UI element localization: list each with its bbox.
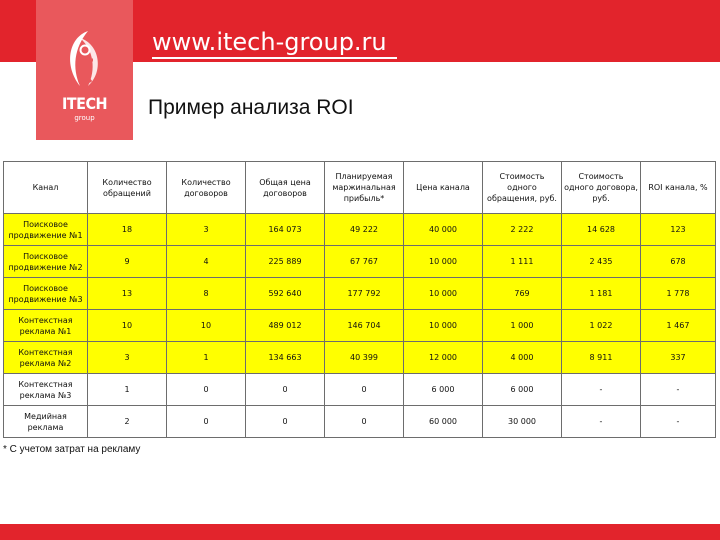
- table-row: [4, 406, 716, 438]
- cell-roi: 337: [641, 342, 716, 374]
- cell-cost-per-contract: 1 022: [562, 310, 641, 342]
- cell-channel: Поисковое продвижение №1: [4, 214, 88, 246]
- table-body: [4, 214, 716, 438]
- cell-requests: 1: [88, 374, 167, 406]
- cell-channel-price: 60 000: [404, 406, 483, 438]
- cell-channel-price: 10 000: [404, 310, 483, 342]
- footnote: * С учетом затрат на рекламу: [3, 444, 141, 455]
- cell-cost-per-contract: -: [562, 374, 641, 406]
- cell-contracts: 10: [167, 310, 246, 342]
- header-roi: ROI канала, %: [641, 162, 716, 214]
- cell-margin: 0: [325, 406, 404, 438]
- logo-subtext: group: [74, 114, 95, 122]
- cell-contracts: 1: [167, 342, 246, 374]
- cell-channel: Контекстная реклама №2: [4, 342, 88, 374]
- cell-total-price: 489 012: [246, 310, 325, 342]
- cell-contracts: 0: [167, 406, 246, 438]
- cell-contracts: 0: [167, 374, 246, 406]
- cell-contracts: 8: [167, 278, 246, 310]
- company-logo: [36, 0, 133, 140]
- cell-margin: 49 222: [325, 214, 404, 246]
- cell-total-price: 134 663: [246, 342, 325, 374]
- table-row: [4, 246, 716, 278]
- header-channel-price: Цена канала: [404, 162, 483, 214]
- header-channel: Канал: [4, 162, 88, 214]
- table-row: [4, 214, 716, 246]
- cell-margin: 40 399: [325, 342, 404, 374]
- table-row: [4, 278, 716, 310]
- cell-channel-price: 12 000: [404, 342, 483, 374]
- header-cost-per-request: Стоимость одного обращения, руб.: [483, 162, 562, 214]
- cell-requests: 13: [88, 278, 167, 310]
- cell-cost-per-contract: -: [562, 406, 641, 438]
- header-total-price: Общая цена договоров: [246, 162, 325, 214]
- table-row: [4, 374, 716, 406]
- cell-channel: Медийная реклама: [4, 406, 88, 438]
- table-row: [4, 310, 716, 342]
- cell-channel-price: 6 000: [404, 374, 483, 406]
- cell-cost-per-request: 4 000: [483, 342, 562, 374]
- footer-bar: [0, 524, 720, 540]
- cell-channel-price: 40 000: [404, 214, 483, 246]
- logo-text: ITECH: [61, 94, 108, 113]
- logo-figure-icon: [58, 28, 110, 90]
- header-contracts: Количество договоров: [167, 162, 246, 214]
- cell-requests: 3: [88, 342, 167, 374]
- cell-channel: Контекстная реклама №3: [4, 374, 88, 406]
- cell-cost-per-request: 769: [483, 278, 562, 310]
- cell-roi: 123: [641, 214, 716, 246]
- cell-total-price: 225 889: [246, 246, 325, 278]
- cell-cost-per-request: 1 000: [483, 310, 562, 342]
- cell-requests: 18: [88, 214, 167, 246]
- cell-cost-per-contract: 8 911: [562, 342, 641, 374]
- cell-margin: 67 767: [325, 246, 404, 278]
- page-title: Пример анализа ROI: [148, 96, 354, 119]
- cell-total-price: 0: [246, 374, 325, 406]
- cell-channel-price: 10 000: [404, 278, 483, 310]
- cell-total-price: 0: [246, 406, 325, 438]
- cell-margin: 0: [325, 374, 404, 406]
- cell-cost-per-contract: 1 181: [562, 278, 641, 310]
- cell-cost-per-request: 30 000: [483, 406, 562, 438]
- cell-channel: Поисковое продвижение №3: [4, 278, 88, 310]
- cell-roi: -: [641, 406, 716, 438]
- cell-requests: 9: [88, 246, 167, 278]
- header-requests: Количество обращений: [88, 162, 167, 214]
- header-margin: Планируемая маржинальная прибыль*: [325, 162, 404, 214]
- table-header-row: [4, 162, 716, 214]
- cell-channel-price: 10 000: [404, 246, 483, 278]
- cell-cost-per-contract: 14 628: [562, 214, 641, 246]
- header-cost-per-contract: Стоимость одного договора, руб.: [562, 162, 641, 214]
- cell-total-price: 164 073: [246, 214, 325, 246]
- cell-contracts: 4: [167, 246, 246, 278]
- cell-roi: 1 467: [641, 310, 716, 342]
- cell-channel: Контекстная реклама №1: [4, 310, 88, 342]
- cell-cost-per-contract: 2 435: [562, 246, 641, 278]
- roi-table: [3, 161, 716, 438]
- cell-margin: 177 792: [325, 278, 404, 310]
- cell-roi: 678: [641, 246, 716, 278]
- cell-total-price: 592 640: [246, 278, 325, 310]
- cell-roi: -: [641, 374, 716, 406]
- cell-requests: 10: [88, 310, 167, 342]
- cell-cost-per-request: 6 000: [483, 374, 562, 406]
- cell-channel: Поисковое продвижение №2: [4, 246, 88, 278]
- cell-cost-per-request: 2 222: [483, 214, 562, 246]
- site-url: www.itech-group.ru: [152, 28, 387, 56]
- cell-cost-per-request: 1 111: [483, 246, 562, 278]
- cell-margin: 146 704: [325, 310, 404, 342]
- url-underline: [152, 57, 397, 59]
- table-row: [4, 342, 716, 374]
- cell-roi: 1 778: [641, 278, 716, 310]
- cell-contracts: 3: [167, 214, 246, 246]
- cell-requests: 2: [88, 406, 167, 438]
